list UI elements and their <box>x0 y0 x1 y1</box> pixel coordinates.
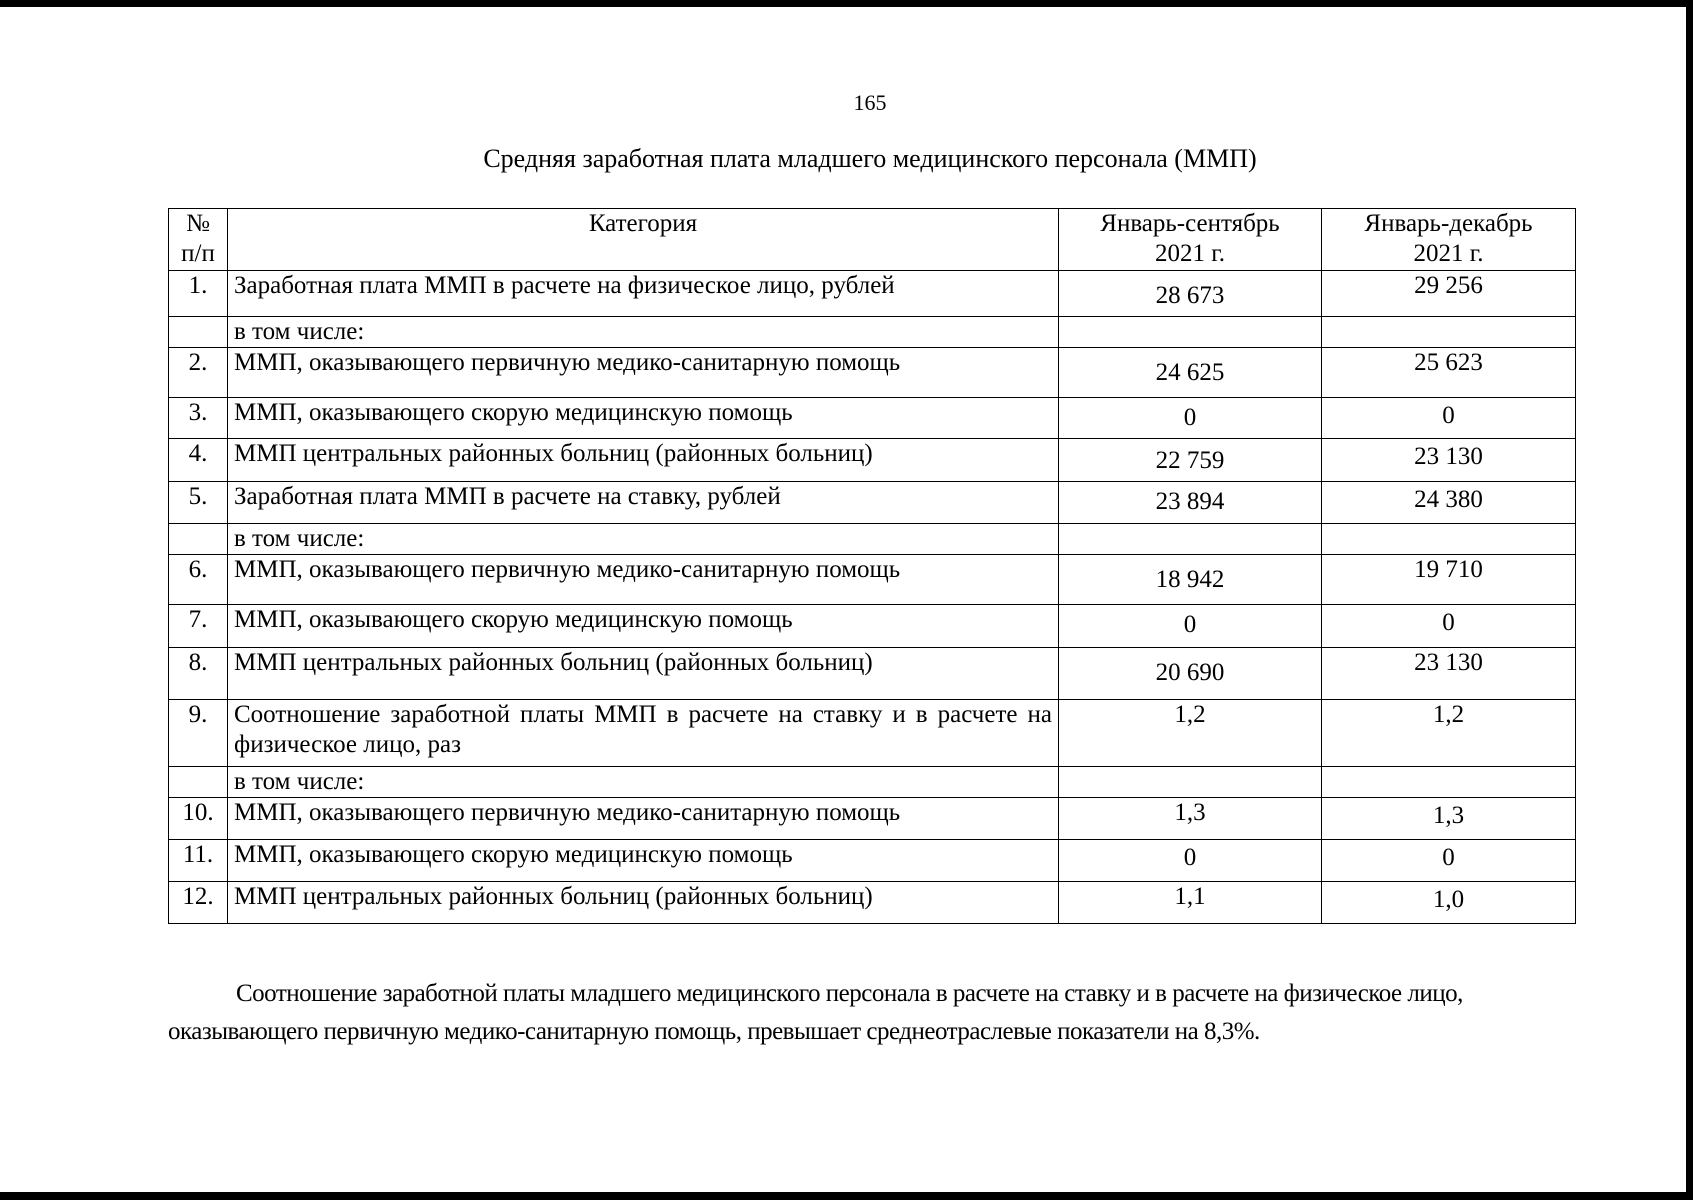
table-row <box>169 439 1576 482</box>
row-value-period1 <box>1059 524 1322 555</box>
table-row <box>169 767 1576 798</box>
table-row <box>169 882 1576 924</box>
row-category: Заработная плата ММП в расчете на физическое лицо, рублей <box>228 271 1059 317</box>
row-value-period2: 19 710 <box>1322 555 1576 605</box>
footnote-paragraph: Соотношение заработной платы младшего медицинского персонала в расчете на ставку и в расчете на физическое лицо, оказывающего первичную медико-санитарную помощь, превышает среднеотраслевые показатели на 8,3%. <box>168 980 1463 1045</box>
row-category: в том числе: <box>228 767 1059 798</box>
row-value-period1: 1,2 <box>1059 700 1322 767</box>
row-value-period1: 1,1 <box>1059 882 1322 924</box>
header-period1-line2: 2021 г. <box>1155 240 1225 267</box>
table-row <box>169 398 1576 439</box>
table-header-row <box>169 209 1576 271</box>
header-category: Категория <box>228 209 1059 271</box>
row-value-period2: 23 130 <box>1322 648 1576 700</box>
row-value-period2: 29 256 <box>1322 271 1576 317</box>
row-num: 11. <box>169 840 228 882</box>
document-title: Средняя заработная плата младшего медицинского персонала (ММП) <box>483 144 1257 173</box>
table-row <box>169 524 1576 555</box>
row-category: в том числе: <box>228 524 1059 555</box>
row-num <box>169 767 228 798</box>
row-category: ММП центральных районных больниц (районных больниц) <box>228 439 1059 482</box>
row-num: 9. <box>169 700 228 767</box>
row-num: 2. <box>169 348 228 398</box>
row-value-period2 <box>1322 524 1576 555</box>
table-row <box>169 798 1576 840</box>
row-category: ММП центральных районных больниц (районных больниц) <box>228 648 1059 700</box>
table-row <box>169 348 1576 398</box>
row-num <box>169 524 228 555</box>
row-value-period1 <box>1059 767 1322 798</box>
row-value-period2: 23 130 <box>1322 439 1576 482</box>
table-row <box>169 700 1576 767</box>
row-num: 7. <box>169 605 228 648</box>
scan-border-bottom <box>0 1192 1693 1200</box>
row-value-period1: 24 625 <box>1059 348 1322 398</box>
row-value-period1: 28 673 <box>1059 271 1322 317</box>
row-value-period2 <box>1322 317 1576 348</box>
row-value-period1 <box>1059 317 1322 348</box>
row-value-period1: 0 <box>1059 605 1322 648</box>
salary-table <box>168 208 1576 924</box>
header-period1 <box>1059 209 1322 271</box>
row-num <box>169 317 228 348</box>
row-value-period1: 23 894 <box>1059 482 1322 524</box>
row-value-period2: 1,3 <box>1322 798 1576 840</box>
table-row <box>169 317 1576 348</box>
scan-border-top <box>0 0 1693 7</box>
row-num: 12. <box>169 882 228 924</box>
row-value-period2: 0 <box>1322 398 1576 439</box>
row-num: 5. <box>169 482 228 524</box>
row-category: ММП, оказывающего первичную медико-санитарную помощь <box>228 798 1059 840</box>
row-value-period2: 1,2 <box>1322 700 1576 767</box>
row-category: ММП, оказывающего первичную медико-санитарную помощь <box>228 555 1059 605</box>
header-num-line2: п/п <box>181 240 215 267</box>
header-num-line1: № <box>186 210 210 237</box>
row-value-period1: 0 <box>1059 840 1322 882</box>
row-num: 4. <box>169 439 228 482</box>
row-category: ММП, оказывающего скорую медицинскую помощь <box>228 605 1059 648</box>
header-period2-line2: 2021 г. <box>1413 240 1484 267</box>
table-row <box>169 482 1576 524</box>
row-value-period2: 1,0 <box>1322 882 1576 924</box>
row-category: Заработная плата ММП в расчете на ставку, рублей <box>228 482 1059 524</box>
header-period1-line1: Январь-сентябрь <box>1100 210 1280 237</box>
row-value-period2: 24 380 <box>1322 482 1576 524</box>
header-num <box>169 209 228 271</box>
row-value-period1: 1,3 <box>1059 798 1322 840</box>
scan-border-right <box>1686 0 1693 1200</box>
row-num: 10. <box>169 798 228 840</box>
row-num: 8. <box>169 648 228 700</box>
page-number: 165 <box>853 90 887 115</box>
header-period2-line1: Январь-декабрь <box>1364 210 1533 237</box>
row-num: 1. <box>169 271 228 317</box>
header-period2 <box>1322 209 1576 271</box>
row-value-period2: 0 <box>1322 840 1576 882</box>
row-value-period1: 0 <box>1059 398 1322 439</box>
row-category: в том числе: <box>228 317 1059 348</box>
table-row <box>169 840 1576 882</box>
row-category: ММП, оказывающего скорую медицинскую помощь <box>228 840 1059 882</box>
row-value-period1: 18 942 <box>1059 555 1322 605</box>
row-category: ММП, оказывающего первичную медико-санитарную помощь <box>228 348 1059 398</box>
row-num: 6. <box>169 555 228 605</box>
table-row <box>169 605 1576 648</box>
row-value-period2: 0 <box>1322 605 1576 648</box>
table-row <box>169 555 1576 605</box>
row-category: Соотношение заработной платы ММП в расчете на ставку и в расчете на физическое лицо, раз <box>228 700 1059 767</box>
row-category: ММП центральных районных больниц (районных больниц) <box>228 882 1059 924</box>
row-category: ММП, оказывающего скорую медицинскую помощь <box>228 398 1059 439</box>
row-value-period2 <box>1322 767 1576 798</box>
row-num: 3. <box>169 398 228 439</box>
row-value-period1: 22 759 <box>1059 439 1322 482</box>
row-value-period1: 20 690 <box>1059 648 1322 700</box>
table-row <box>169 271 1576 317</box>
table-row <box>169 648 1576 700</box>
row-value-period2: 25 623 <box>1322 348 1576 398</box>
